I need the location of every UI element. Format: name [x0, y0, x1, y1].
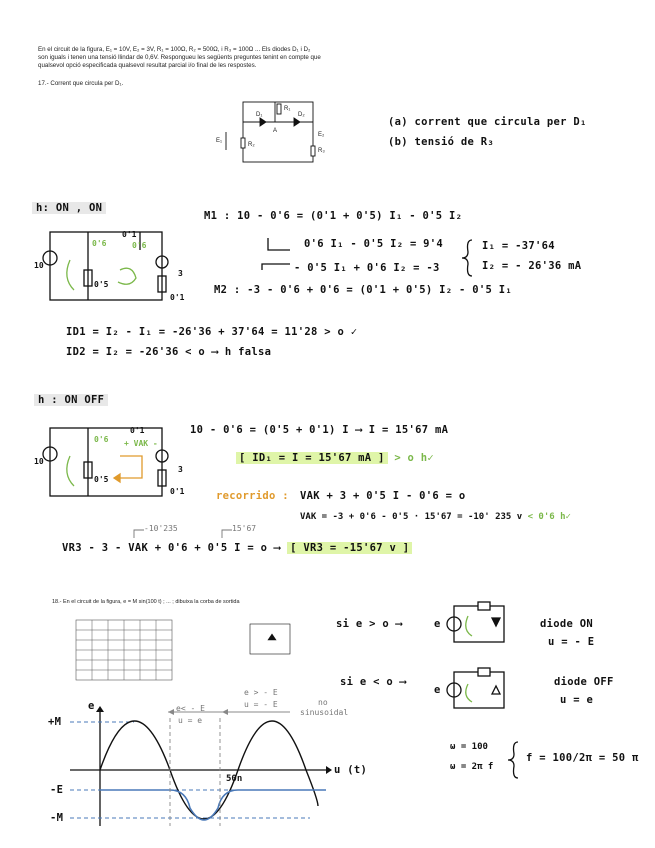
case-neg-u: u = e — [560, 694, 594, 706]
recorrido-label: recorrido : — [216, 490, 289, 502]
c2-r01: 0'1 — [170, 293, 185, 302]
graph-50n: 50n — [226, 774, 243, 784]
c1-e1: E₁ — [216, 138, 223, 144]
problem-question: 17.- Corrent que circula per D₁. — [38, 80, 124, 87]
c1-r3: R₃ — [318, 148, 325, 154]
case2-vak2 — [300, 512, 571, 522]
c1-e2: E₂ — [318, 132, 325, 138]
case-pos-e: e — [434, 618, 441, 630]
case-neg: si e < o ⟶ — [340, 676, 407, 688]
omega-1: ω = 100 — [450, 742, 488, 752]
case-pos-u: u = - E — [548, 636, 595, 648]
ann-vak-value: -10'235 — [144, 524, 178, 533]
circuit-epos — [447, 602, 504, 642]
case1-m1: M1 : 10 - 0'6 = (0'1 + 0'5) I₁ - 0'5 I₂ — [204, 210, 463, 222]
case2-vr3-text: VR3 - 3 - VAK + 0'6 + 0'5 I = o ⟶ — [62, 542, 281, 554]
c3-v06: 0'6 — [94, 435, 109, 444]
case-pos-diode: diode ON — [540, 618, 593, 630]
c2-r05: 0'5 — [94, 280, 109, 289]
case1-id1: ID1 = I₂ - I₁ = -26'36 + 37'64 = 11'28 > o ✓ — [66, 326, 358, 338]
part-b: (b) tensió de R₃ — [388, 136, 494, 148]
case1-heading: h: ON , ON — [32, 202, 106, 214]
note-right-3: no — [318, 698, 328, 707]
case2-vak2-after: < 0'6 h✓ — [527, 512, 571, 522]
case2-box-after: > o h✓ — [394, 452, 435, 464]
case1-id2: ID2 = I₂ = -26'36 < o ⟶ h falsa — [66, 346, 272, 358]
circuit-eneg — [447, 668, 504, 708]
omega-2: ω = 2π f — [450, 762, 494, 772]
case2-vak1: VAK + 3 + 0'5 I - 0'6 = o — [300, 490, 466, 502]
c2-v06b: 0'6 — [132, 241, 147, 250]
problem-intro-line1: En el circuit de la figura, E₁ = 10V, E₂ = 3V, R₁ = 100Ω, R₂ = 500Ω, i R₃ = 100Ω ... Els diodes D₁ i D₂ — [38, 46, 311, 53]
c3-r01: 0'1 — [170, 487, 185, 496]
case-neg-diode: diode OFF — [554, 676, 614, 688]
case2-eq: 10 - 0'6 = (0'5 + 0'1) I ⟶ I = 15'67 mA — [190, 424, 449, 436]
case2-vr3 — [62, 542, 412, 554]
problem-intro-line2: son iguals i tenen una tensió llindar de 0,6V. Respongueu les següents preguntes tenint en compte que — [38, 54, 321, 61]
c1-r2: R₂ — [248, 142, 255, 148]
c2-v10: 10 — [34, 261, 44, 270]
case1-eq1: 0'6 I₁ - 0'5 I₂ = 9'4 — [304, 238, 444, 250]
c3-v10: 10 — [34, 457, 44, 466]
case1-m2: M2 : -3 - 0'6 + 0'6 = (0'1 + 0'5) I₂ - 0'5 I₁ — [214, 284, 512, 296]
note-right-2: u = - E — [244, 700, 278, 709]
freq: f = 100/2π = 50 π — [526, 752, 639, 764]
case1-eq2: - 0'5 I₁ + 0'6 I₂ = -3 — [294, 262, 440, 274]
case2-box-text: [ ID₁ = I = 15'67 mA ] — [236, 452, 388, 464]
case2-vak2-text: VAK = -3 + 0'6 - 0'5 · 15'67 = -10' 235 v — [300, 512, 523, 522]
c1-d2: D₂ — [298, 112, 305, 118]
case-pos: si e > o ⟶ — [336, 618, 403, 630]
c2-v3: 3 — [178, 269, 183, 278]
c2-r1: 0'1 — [122, 230, 137, 239]
graph-ylabel: e — [88, 700, 95, 712]
case2-vr3-box: [ VR3 = -15'67 v ] — [287, 542, 412, 554]
case1-sol2: I₂ = - 26'36 mA — [482, 260, 582, 272]
graph-minus-m: -M — [50, 812, 64, 824]
case2-heading: h : ON OFF — [34, 394, 108, 406]
c1-d1: D₁ — [256, 112, 263, 118]
note-right-1: e > - E — [244, 688, 278, 697]
note-left-1: e< - E — [176, 704, 205, 713]
c1-r1: R₁ — [284, 106, 291, 112]
case1-sol1: I₁ = -37'64 — [482, 240, 555, 252]
c1-a: A — [273, 128, 278, 134]
c3-r1: 0'1 — [130, 426, 145, 435]
ann-i-value: 15'67 — [232, 524, 257, 533]
c3-vak: + VAK - — [124, 439, 158, 448]
c3-v3: 3 — [178, 465, 183, 474]
graph-plus-m: +M — [48, 716, 62, 728]
case2-box — [236, 452, 434, 464]
c2-v06a: 0'6 — [92, 239, 107, 248]
circuit-figure-1 — [226, 102, 315, 162]
graph-xlabel: u (t) — [334, 764, 368, 776]
problem18-header: 18.- En el circuit de la figura, e = M sin(100 t) ; ... ; dibuixa la corba de sortida — [52, 599, 240, 605]
case-neg-e: e — [434, 684, 441, 696]
note-right-4: sinusoidal — [300, 708, 349, 717]
graph-minus-e: -E — [50, 784, 64, 796]
problem-intro-line3: qualsevol opció especificada qualsevol resultat parcial i/o final de les respostes. — [38, 62, 257, 69]
c3-r05: 0'5 — [94, 475, 109, 484]
note-left-2: u = e — [178, 716, 203, 725]
part-a: (a) corrent que circula per D₁ — [388, 116, 587, 128]
